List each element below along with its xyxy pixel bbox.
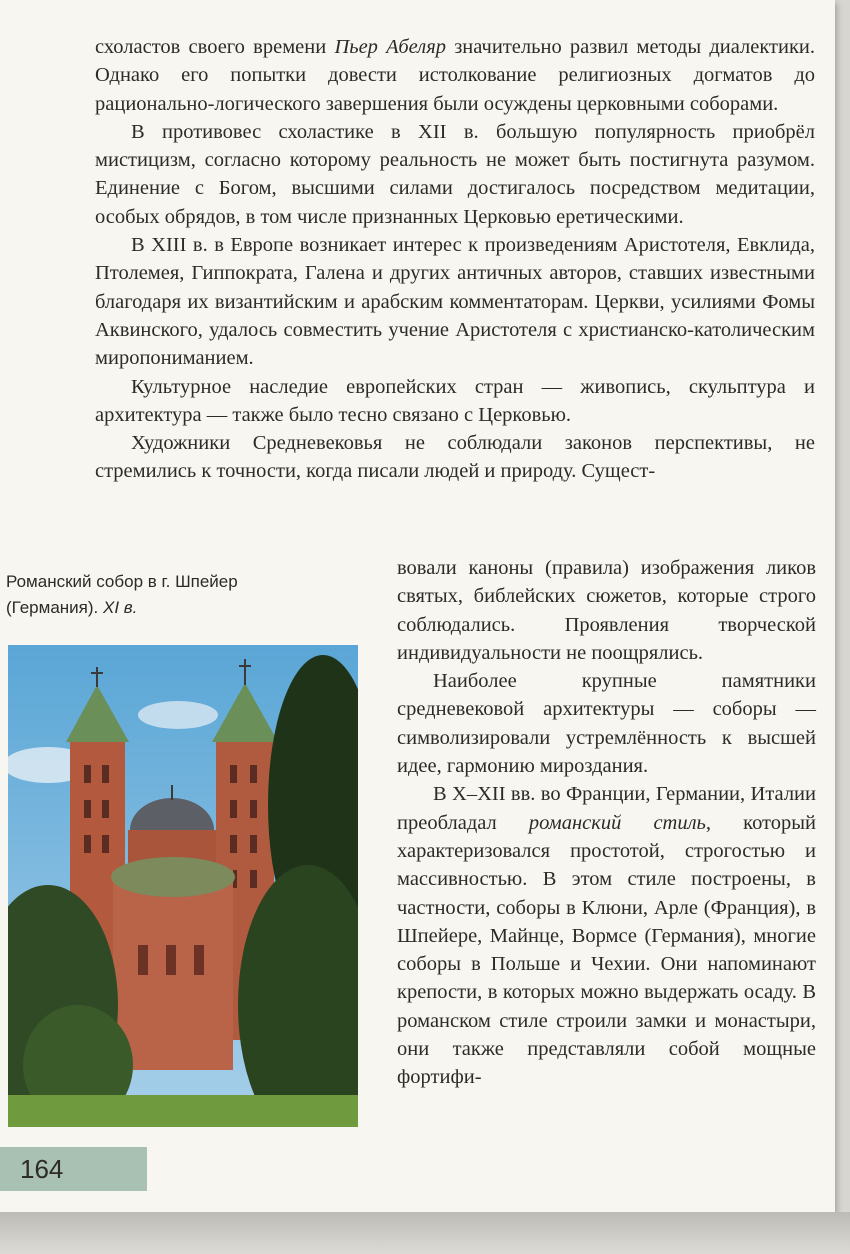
italic-term: Пьер Абеляр (334, 36, 446, 58)
paragraph-cathedrals: Наиболее крупные памятники средневековой архитектуры — соборы — символизировали устремлённость к высшей идее, гармонию мироздания. (397, 670, 816, 778)
paragraph-cultural-heritage: Культурное наследие европейских стран — живопись, скульптура и архитектура — также было тесно связано с Церковью. (95, 375, 815, 426)
caption-country: (Германия). (6, 598, 99, 617)
paragraph-aristotle: В XIII в. в Европе возникает интерес к произведениям Аристотеля, Евклида, Птолемея, Гиппократа, Галена и других античных авторов, ставших известными благодаря их византийским и арабским комментаторам. Церкви, усилиями Фомы Аквинского, удалось совместить учение Аристотеля с христианско-католическим миропониманием. (95, 234, 815, 370)
caption-century: XI в. (103, 598, 138, 617)
figure-caption (6, 569, 376, 621)
paragraph-text: , который характеризовался простотой, строгостью и массивностью. В этом стиле построены, в частности, соборы в Клюни, Арле (Франция), в Шпейере, Майнце, Вормсе (Германия), многие соборы в Польше и Чехии. Они напоминают крепости, в которых можно выдержать осаду. В романском стиле строили замки и монастыри, они также представляли собой мощные фортифи- (397, 811, 816, 1089)
paragraph-abelard (95, 33, 815, 118)
paragraph-text: В X–XII вв. во Франции, Германии, Италии преобладал (397, 783, 816, 834)
italic-term: романский стиль (528, 811, 706, 834)
paragraph-text: схоластов своего времени (95, 36, 335, 58)
page-edge-shadow (0, 1212, 850, 1254)
paragraph-text: значительно развил методы диалектики. Однако его попытки довести истолкование религиозных догматов до рационально-логического завершения были осуждены церковными соборами. (95, 36, 816, 115)
paragraph-mysticism: В противовес схоластике в XII в. большую популярность приобрёл мистицизм, согласно которому реальность не может быть постигнута разумом. Единение с Богом, высшими силами достигалось посредством медитации, особых обрядов, в том числе признанных Церковью еретическими. (95, 120, 815, 228)
main-text-column (95, 33, 815, 486)
side-text-column (397, 554, 816, 1092)
caption-line-2 (6, 595, 376, 621)
speyer-cathedral-photo (8, 645, 358, 1127)
paragraph-artists: Художники Средневековья не соблюдали законов перспективы, не стремились к точности, когда писали людей и природу. Сущест- (95, 432, 815, 483)
paragraph-romanesque (397, 780, 816, 1091)
paragraph-canons: вовали каноны (правила) изображения ликов святых, библейских сюжетов, которые строго соблюдались. Проявления творческой индивидуальности не поощрялись. (397, 557, 816, 664)
page-number: 164 (20, 1154, 64, 1184)
caption-line-1: Романский собор в г. Шпейер (6, 572, 238, 591)
